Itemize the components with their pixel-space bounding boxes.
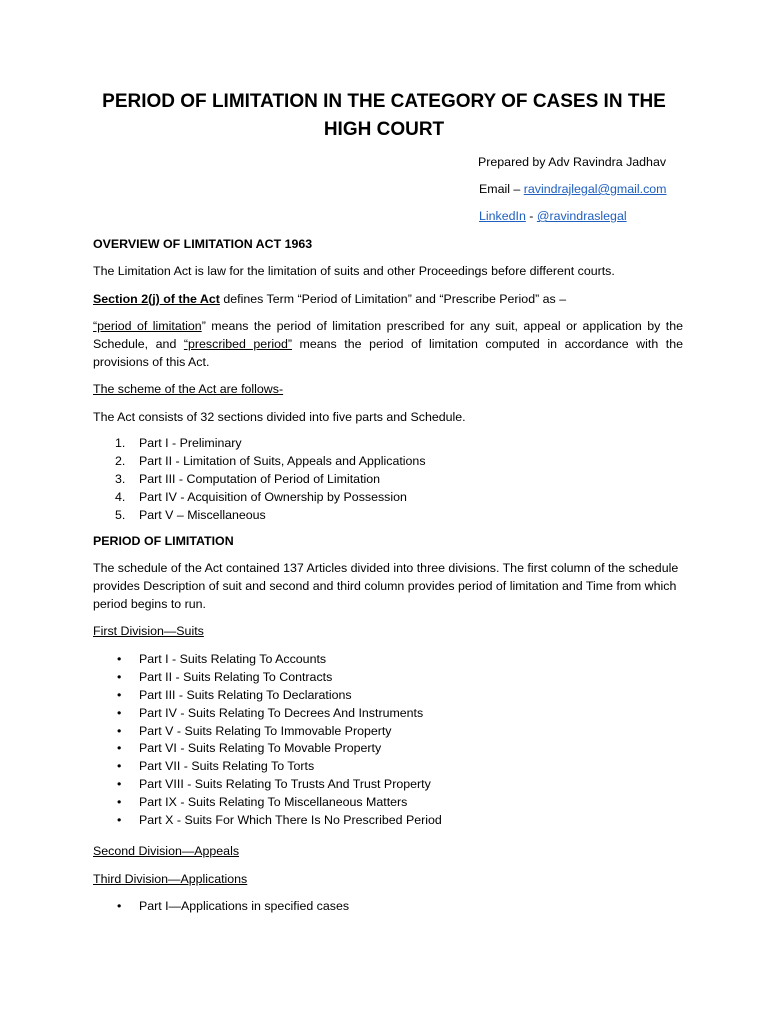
list-item [93,812,442,830]
list-item-text: Part VIII - Suits Relating To Trusts And Trust Property [139,777,431,792]
definition-text-1: ” means the period of limitation prescribed for any suit, appeal or application by the Schedule, and [93,319,683,351]
list-item-text: Part III - Computation of Period of Limitation [139,471,381,486]
linkedin-link[interactable]: LinkedIn [479,209,526,223]
list-item [93,758,442,776]
bullet-icon: • [117,652,122,666]
title-line-2: HIGH COURT [323,119,445,140]
term-prescribed-period: “prescribed period” [183,336,292,351]
third-division-heading: Third Division—Applications [93,872,248,886]
linkedin-handle-link[interactable]: @ravindraslegal [536,209,627,223]
scheme-heading: The scheme of the Act are follows- [93,382,284,396]
definition-paragraph [93,318,683,371]
list-item-text: Part IV - Suits Relating To Decrees And Instruments [139,705,424,720]
bullet-icon: • [117,687,122,702]
bullet-icon: • [117,899,122,913]
bullet-icon: • [117,759,122,774]
linkedin-line [479,208,627,226]
linkedin-separator: - [525,209,537,223]
list-item-text: Part VI - Suits Relating To Movable Property [139,741,382,756]
list-item [93,898,349,916]
overview-paragraph: The Limitation Act is law for the limitation of suits and other Proceedings before different courts. [93,264,615,278]
list-item-text: Part V – Miscellaneous [139,507,266,522]
list-item-text: Part II - Limitation of Suits, Appeals and Applications [139,453,426,468]
list-item-text: Part IX - Suits Relating To Miscellaneous Matters [139,795,408,810]
list-item [93,669,442,687]
list-item-text: Part I - Suits Relating To Accounts [139,652,327,666]
section-text: defines Term “Period of Limitation” and “Prescribe Period” as – [219,292,567,306]
list-item-text: Part VII - Suits Relating To Torts [139,759,315,774]
list-item [93,776,442,794]
bullet-icon: • [117,795,122,810]
bullet-icon: • [117,813,122,828]
email-link[interactable]: ravindrajlegal@gmail.com [523,182,667,196]
bullet-icon: • [117,705,122,720]
title-line-1: PERIOD OF LIMITATION IN THE CATEGORY OF CASES IN THE [102,91,666,112]
list-number: 4. [115,489,126,504]
list-number: 2. [115,453,126,468]
period-heading: PERIOD OF LIMITATION [93,534,234,548]
email-line [479,181,667,199]
list-item-text: Part X - Suits For Which There Is No Prescribed Period [139,813,442,828]
list-number: 1. [115,436,126,450]
overview-heading: OVERVIEW OF LIMITATION ACT 1963 [93,237,313,251]
list-item [93,435,426,453]
list-item [93,507,426,525]
act-parts-list [93,435,426,524]
bullet-icon: • [117,723,122,738]
bullet-icon: • [117,777,122,792]
list-item [93,651,442,669]
author-line: Prepared by Adv Ravindra Jadhav [478,155,667,169]
second-division-heading: Second Division—Appeals [93,844,240,858]
list-item [93,453,426,471]
list-item [93,687,442,705]
list-number: 5. [115,507,126,522]
bullet-icon: • [117,741,122,756]
list-item [93,723,442,741]
suits-list [93,651,442,830]
bullet-icon: • [117,669,122,684]
list-item-text: Part I—Applications in specified cases [139,899,350,913]
list-item [93,705,442,723]
scheme-paragraph: The Act consists of 32 sections divided into five parts and Schedule. [93,410,466,424]
list-item-text: Part III - Suits Relating To Declarations [139,687,352,702]
definition-text-2: means the period of limitation computed in accordance with the provisions of this Act. [93,336,683,369]
list-item-text: Part V - Suits Relating To Immovable Property [139,723,392,738]
list-item [93,489,426,507]
period-paragraph: The schedule of the Act contained 137 Articles divided into three divisions. The first column of the schedule provides Description of suit and second and third column provides period of limitation and Time from which period begins to run. [93,561,679,611]
section-reference: Section 2(j) of the Act [93,292,220,306]
term-period-of-limitation: “period of limitation [93,319,202,333]
list-item [93,471,426,489]
list-item [93,740,442,758]
list-item [93,794,442,812]
list-item-text: Part IV - Acquisition of Ownership by Possession [139,489,407,504]
list-item-text: Part II - Suits Relating To Contracts [139,669,333,684]
list-number: 3. [115,471,126,486]
email-label: Email – [479,182,524,196]
section-paragraph [93,291,683,309]
document-title [80,88,688,144]
list-item-text: Part I - Preliminary [139,436,242,450]
applications-list [93,898,349,916]
first-division-heading: First Division—Suits [93,624,204,638]
